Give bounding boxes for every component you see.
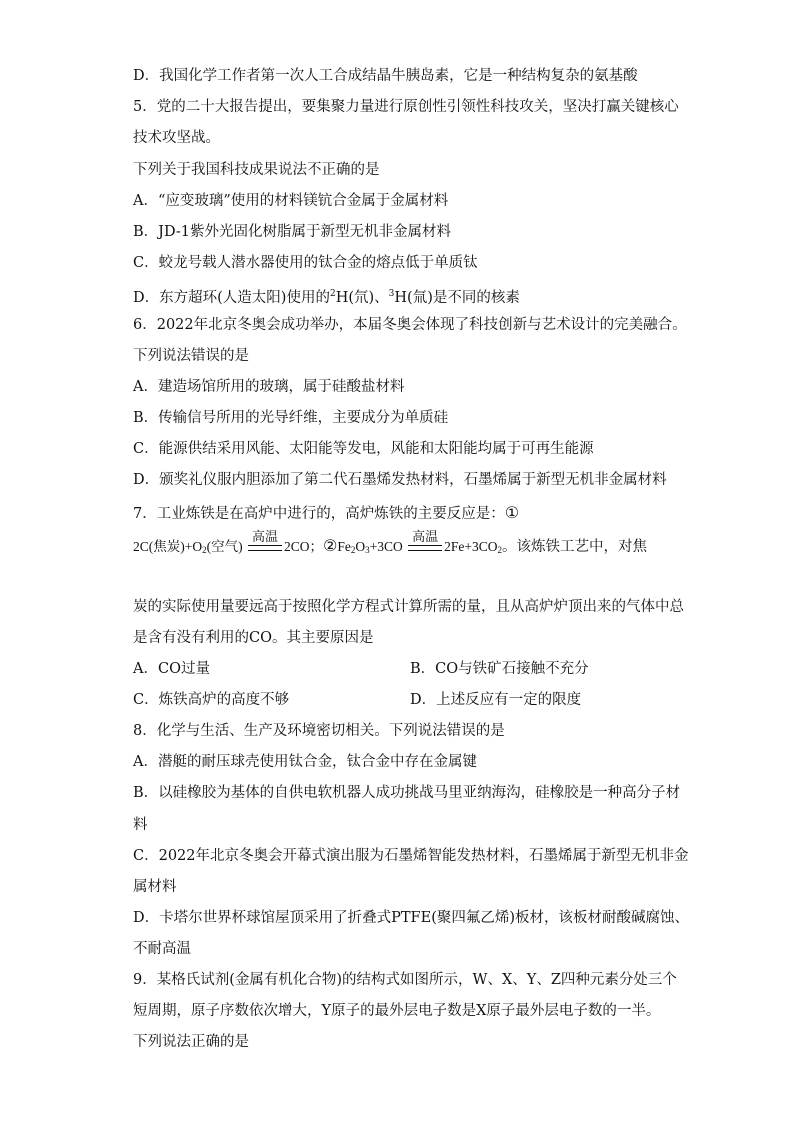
- eq2-sub-2: 2: [350, 545, 356, 555]
- q6-option-a: A．建造场馆所用的玻璃，属于硅酸盐材料: [133, 379, 405, 395]
- q8-option-d-line-1: D．卡塔尔世界杯球馆屋顶采用了折叠式PTFE(聚四氟乙烯)板材，该板材耐酸碱腐蚀、: [133, 910, 690, 926]
- eq2-o: O: [355, 539, 366, 554]
- eq2-co2-subscript: 2: [497, 545, 502, 555]
- eq1-condition-sign: [246, 531, 284, 551]
- eq1-product: 2CO；: [283, 539, 323, 554]
- q6-option-b: B．传输信号所用的光导纤维，主要成分为单质硅: [133, 410, 449, 426]
- q6-stem-line-2: 下列说法错误的是: [133, 348, 249, 364]
- q7-stem-text: 7．工业炼铁是在高炉中进行的，高炉炼铁的主要反应是：: [133, 506, 505, 522]
- eq2-co: +3CO: [369, 539, 403, 554]
- q9-stem-line-1: 9．某格氏试剂(金属有机化合物)的结构式如图所示，W、X、Y、Z四种元素分处三个: [133, 972, 677, 988]
- q8-option-d-line-2: 不耐高温: [133, 941, 191, 957]
- q5-option-b: B．JD-1紫外光固化树脂属于新型无机非金属材料: [133, 224, 451, 240]
- q5-option-d-text: D．东方超环(人造太阳)使用的: [133, 290, 330, 306]
- q5-stem-line-2: 技术攻坚战。: [133, 130, 220, 146]
- eq1-condition: 高温: [251, 529, 278, 545]
- eq1-o2-subscript: 2: [202, 545, 207, 555]
- q7-option-d: D．上述反应有一定的限度: [410, 692, 582, 708]
- eq1-reactants: 2C(焦炭)+O: [133, 539, 203, 554]
- q8-option-a: A．潜艇的耐压球壳使用钛合金，钛合金中存在金属键: [133, 754, 477, 770]
- q5-option-a: A．“应变玻璃”使用的材料镁钪合金属于金属材料: [133, 193, 449, 209]
- q5-option-d-tritium: H(氚)是不同的核素: [394, 290, 520, 306]
- q8-option-b-line-2: 料: [133, 817, 148, 833]
- eq2-products: 2Fe+3CO: [444, 539, 498, 554]
- eq2-condition-sign: [406, 531, 444, 551]
- q7-option-b: B．CO与铁矿石接触不充分: [410, 661, 589, 677]
- circled-two-marker: ②: [323, 536, 338, 555]
- equals-sign: [408, 545, 442, 551]
- q7-stem-line-2: 。该炼铁工艺中，对焦: [501, 539, 647, 555]
- q5-stem-line-3: 下列关于我国科技成果说法不正确的是: [133, 162, 380, 178]
- q4-option-d: D．我国化学工作者第一次人工合成结晶牛胰岛素，它是一种结构复杂的氨基酸: [133, 68, 638, 84]
- q6-stem-line-1: 6．2022年北京冬奥会成功举办，本届冬奥会体现了科技创新与艺术设计的完美融合。: [133, 317, 687, 333]
- q6-option-d: D．颁奖礼仪服内胆添加了第二代石墨烯发热材料，石墨烯属于新型无机非金属材料: [133, 472, 667, 488]
- eq2-fe: Fe: [337, 539, 351, 554]
- q7-stem-line-3: 炭的实际使用量要远高于按照化学方程式计算所需的量，且从高炉炉顶出来的气体中总: [133, 599, 684, 615]
- q7-stem-line-4: 是含有没有利用的CO。其主要原因是: [133, 630, 374, 646]
- eq2-condition: 高温: [412, 529, 439, 545]
- q8-option-b-line-1: B．以硅橡胶为基体的自供电软机器人成功挑战马里亚纳海沟，硅橡胶是一种高分子材: [133, 785, 681, 801]
- q7-stem-line-1: [133, 503, 674, 524]
- q5-option-d-deuterium: H(氘)、: [335, 290, 389, 306]
- q8-stem: 8．化学与生活、生产及环境密切相关。下列说法错误的是: [133, 723, 505, 739]
- tritium-mass-number: 3: [388, 289, 395, 299]
- q9-stem-line-2: 短周期，原子序数依次增大，Y原子的最外层电子数是X原子最外层电子数的一半。: [133, 1003, 661, 1019]
- q7-option-c: C．炼铁高炉的高度不够: [133, 692, 290, 708]
- q7-equations: [133, 529, 647, 560]
- deuterium-mass-number: 2: [329, 289, 336, 299]
- q6-option-c: C．能源供结采用风能、太阳能等发电，风能和太阳能均属于可再生能源: [133, 441, 594, 457]
- q9-stem-line-3: 下列说法正确的是: [133, 1034, 249, 1050]
- equals-sign: [248, 545, 282, 551]
- q5-option-d: [133, 284, 674, 308]
- eq1-air: (空气): [206, 539, 243, 554]
- eq2-sub-3: 3: [365, 545, 370, 555]
- q8-option-c-line-2: 属材料: [133, 879, 177, 895]
- q7-option-a: A．CO过量: [133, 661, 210, 677]
- q8-option-c-line-1: C．2022年北京冬奥会开幕式演出服为石墨烯智能发热材料，石墨烯属于新型无机非金: [133, 848, 689, 864]
- q5-option-c: C．蛟龙号载人潜水器使用的钛合金的熔点低于单质钛: [133, 255, 478, 271]
- q5-stem-line-1: 5．党的二十大报告提出，要集聚力量进行原创性引领性科技攻关，坚决打赢关键核心: [133, 99, 679, 115]
- circled-one-marker: ①: [504, 503, 520, 522]
